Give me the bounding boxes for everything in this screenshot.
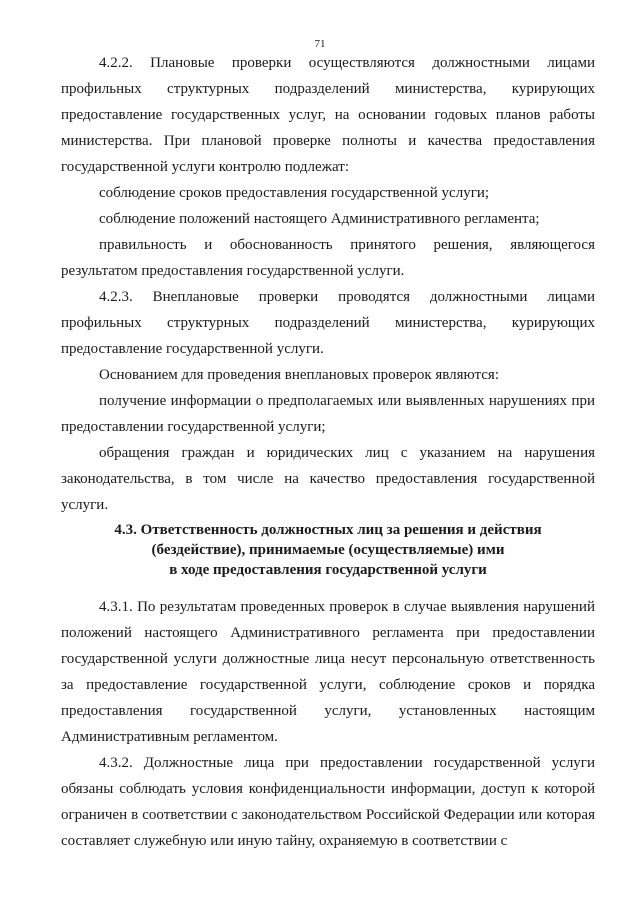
list-item-regulation-compliance: соблюдение положений настоящего Административного регламента;	[99, 211, 540, 227]
paragraph-4-2-2: 4.2.2. Плановые проверки осуществляются должностными лицами профильных структурных подразделений министерства, курирующих предоставление государственных услуг, на основании годовых планов работы министерства. При плановой проверке полноты и качества предоставления государственной услуги контролю подлежат:	[61, 55, 595, 175]
page-number: 71	[314, 38, 326, 50]
paragraph-4-3-2: 4.3.2. Должностные лица при предоставлении государственной услуги обязаны соблюдать условия конфиденциальности информации, доступ к которой ограничен в соответствии с законодательством Российской Федерации или которая составляет служебную или иную тайну, охраняемую в соответствии с	[61, 755, 595, 849]
list-item-violation-info: получение информации о предполагаемых или выявленных нарушениях при предоставлении государственной услуги;	[61, 393, 595, 435]
section-heading-line: в ходе предоставления государственной услуги	[169, 562, 487, 578]
paragraph-4-3-1: 4.3.1. По результатам проведенных проверок в случае выявления нарушений положений настоящего Административного регламента при предоставлении государственной услуги должностные лица несут персональную ответственность за предоставление государственной услуги, соблюдение сроков и порядка предоставления государственной услуги, установленных настоящим Административным регламентом.	[61, 599, 595, 745]
list-item-decision-correctness: правильность и обоснованность принятого решения, являющегося результатом предоставления государственной услуги.	[61, 237, 595, 279]
section-heading-line: 4.3. Ответственность должностных лиц за решения и действия	[114, 522, 542, 538]
list-item-deadlines: соблюдение сроков предоставления государственной услуги;	[99, 185, 490, 201]
paragraph-grounds: Основанием для проведения внеплановых проверок являются:	[99, 367, 499, 383]
section-heading-4-3	[61, 520, 595, 580]
document-body	[61, 50, 595, 854]
list-item-citizen-appeals: обращения граждан и юридических лиц с указанием на нарушения законодательства, в том числе на качество предоставления государственной услуги.	[61, 445, 595, 513]
section-heading-line: (бездействие), принимаемые (осуществляемые) ими	[151, 542, 505, 558]
paragraph-4-2-3: 4.2.3. Внеплановые проверки проводятся должностными лицами профильных структурных подразделений министерства, курирующих предоставление государственной услуги.	[61, 289, 595, 357]
